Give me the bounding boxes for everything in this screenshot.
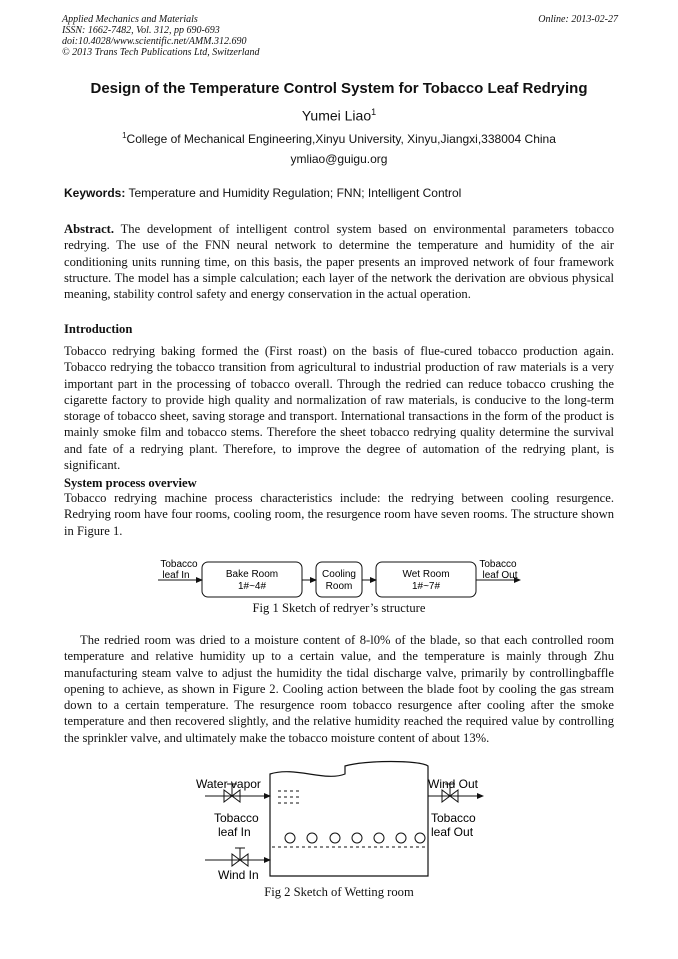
keywords-text: Temperature and Humidity Regulation; FNN; Intelligent Control [128, 186, 462, 200]
author-name: Yumei Liao [301, 107, 372, 124]
copyright: © 2013 Trans Tech Publications Ltd, Switzerland [62, 47, 260, 58]
fig2-roller-4 [352, 833, 362, 843]
overview-heading: System process overview [64, 476, 197, 490]
fig2-roller-2 [307, 833, 317, 843]
author-sup: 1 [371, 107, 377, 117]
affiliation-sup: 1 [122, 131, 127, 140]
body-paragraph-2: The redried room was dried to a moisture content of 8-l0% of the blade, so that each controlled room temperature and relative humidity up to a certain value, and the temperature is mainly through Zhu manufacturing steam valve to adjust the humidity the tidal discharge valve, primarily by controllingbaffle opening to achieve, as shown in Figure 2. Cooling action between the blade foot by cooling the gas stream down to a certain temperature. The resurgence room tobacco resurgence after cooling after the smoke temperature and then recovered slightly, and the relative humidity reached the required value by controlling the sprinkler valve, and ultimately make the tobacco moisture content of about 13%. [64, 633, 614, 745]
fig1-output-line2: leaf Out [482, 570, 518, 581]
fig2-wind-out: Wind Out [428, 777, 479, 791]
fig2-leaf-in-line1: Tobacco [214, 811, 259, 825]
intro-text: Tobacco redrying baking formed the (First roast) on the basis of flue-cured tobacco production again. Tobacco redrying the tobacco transition from agricultural to industrial production of raw materials is a very important part in the processing of tobacco overall. Through the redried can reduce tobacco crushing the cigarette factory to provide high quality and normalization of raw materials, is conducive to the long-term storage of tobacco sheet, saving storage and transport. International transactions in the form of the product is mainly smoke film and tobacco stems. Therefore the sheet tobacco redrying quality determine the survival and fate of a redrying plant. Therefore, to improve the degree of automation of the redrying plant, is significant. [64, 344, 614, 473]
fig2-room-outline [270, 762, 428, 877]
email: ymliao@guigu.org [290, 152, 388, 166]
intro-heading: Introduction [64, 322, 133, 336]
fig2-leaf-out-line2: leaf Out [431, 825, 474, 839]
journal-header [62, 14, 260, 58]
fig1-cool-line1: Cooling [322, 569, 356, 580]
issn: ISSN: 1662-7482, Vol. 312, pp 690-693 [62, 25, 220, 36]
fig1-diagram [0, 552, 678, 604]
fig1-output-line1: Tobacco [479, 559, 517, 570]
fig2-water-vapor: Water vapor [196, 777, 261, 791]
overview-text: Tobacco redrying machine process characteristics include: the redrying between cooling resurgence. Redrying room have four rooms, cooling room, the resurgence room have seven rooms. The structure shown in Figure 1. [64, 491, 614, 538]
fig2-caption: Fig 2 Sketch of Wetting room [264, 885, 414, 899]
doi: doi:10.4028/www.scientific.net/AMM.312.690 [62, 36, 247, 47]
fig1-wet-line1: Wet Room [402, 569, 450, 580]
fig2-leaf-in-line2: leaf In [218, 825, 251, 839]
author [0, 107, 678, 124]
fig1-input-line1: Tobacco [160, 559, 198, 570]
fig1-input-line2: leaf In [162, 570, 190, 581]
online-date: Online: 2013-02-27 [538, 14, 618, 25]
fig1-bake-line2: 1#~4# [237, 581, 267, 592]
fig2-wind-in: Wind In [218, 868, 259, 882]
keywords-label: Keywords: [64, 186, 126, 200]
abstract [64, 221, 614, 302]
abstract-label: Abstract. [64, 222, 115, 236]
fig2-roller-6 [396, 833, 406, 843]
fig2-roller-7 [415, 833, 425, 843]
fig2-roller-3 [330, 833, 340, 843]
journal-name: Applied Mechanics and Materials [62, 14, 198, 25]
fig2-diagram [0, 760, 678, 885]
fig1-caption: Fig 1 Sketch of redryer’s structure [252, 601, 426, 615]
abstract-text: The development of intelligent control system based on environmental parameters tobacco redrying. The use of the FNN neural network to determine the temperature and humidity of the air conditioning units running time, on this basis, the paper presents an improved network of four framework structure. The model has a simple calculation; each layer of the network the derivation are obvious physical meaning, stability control safety and energy conservation in the actual operation. [64, 222, 614, 302]
fig1-wet-line2: 1#~7# [411, 581, 441, 592]
keywords [64, 186, 461, 200]
fig2-roller-1 [285, 833, 295, 843]
fig1-cool-line2: Room [325, 581, 353, 592]
fig1-bake-line1: Bake Room [225, 569, 279, 580]
fig2-roller-5 [374, 833, 384, 843]
affiliation [0, 131, 678, 146]
fig2-leaf-out-line1: Tobacco [431, 811, 476, 825]
paper-title: Design of the Temperature Control System for Tobacco Leaf Redrying [90, 80, 588, 97]
affiliation-text: College of Mechanical Engineering,Xinyu University, Xinyu,Jiangxi,338004 China [126, 132, 556, 146]
